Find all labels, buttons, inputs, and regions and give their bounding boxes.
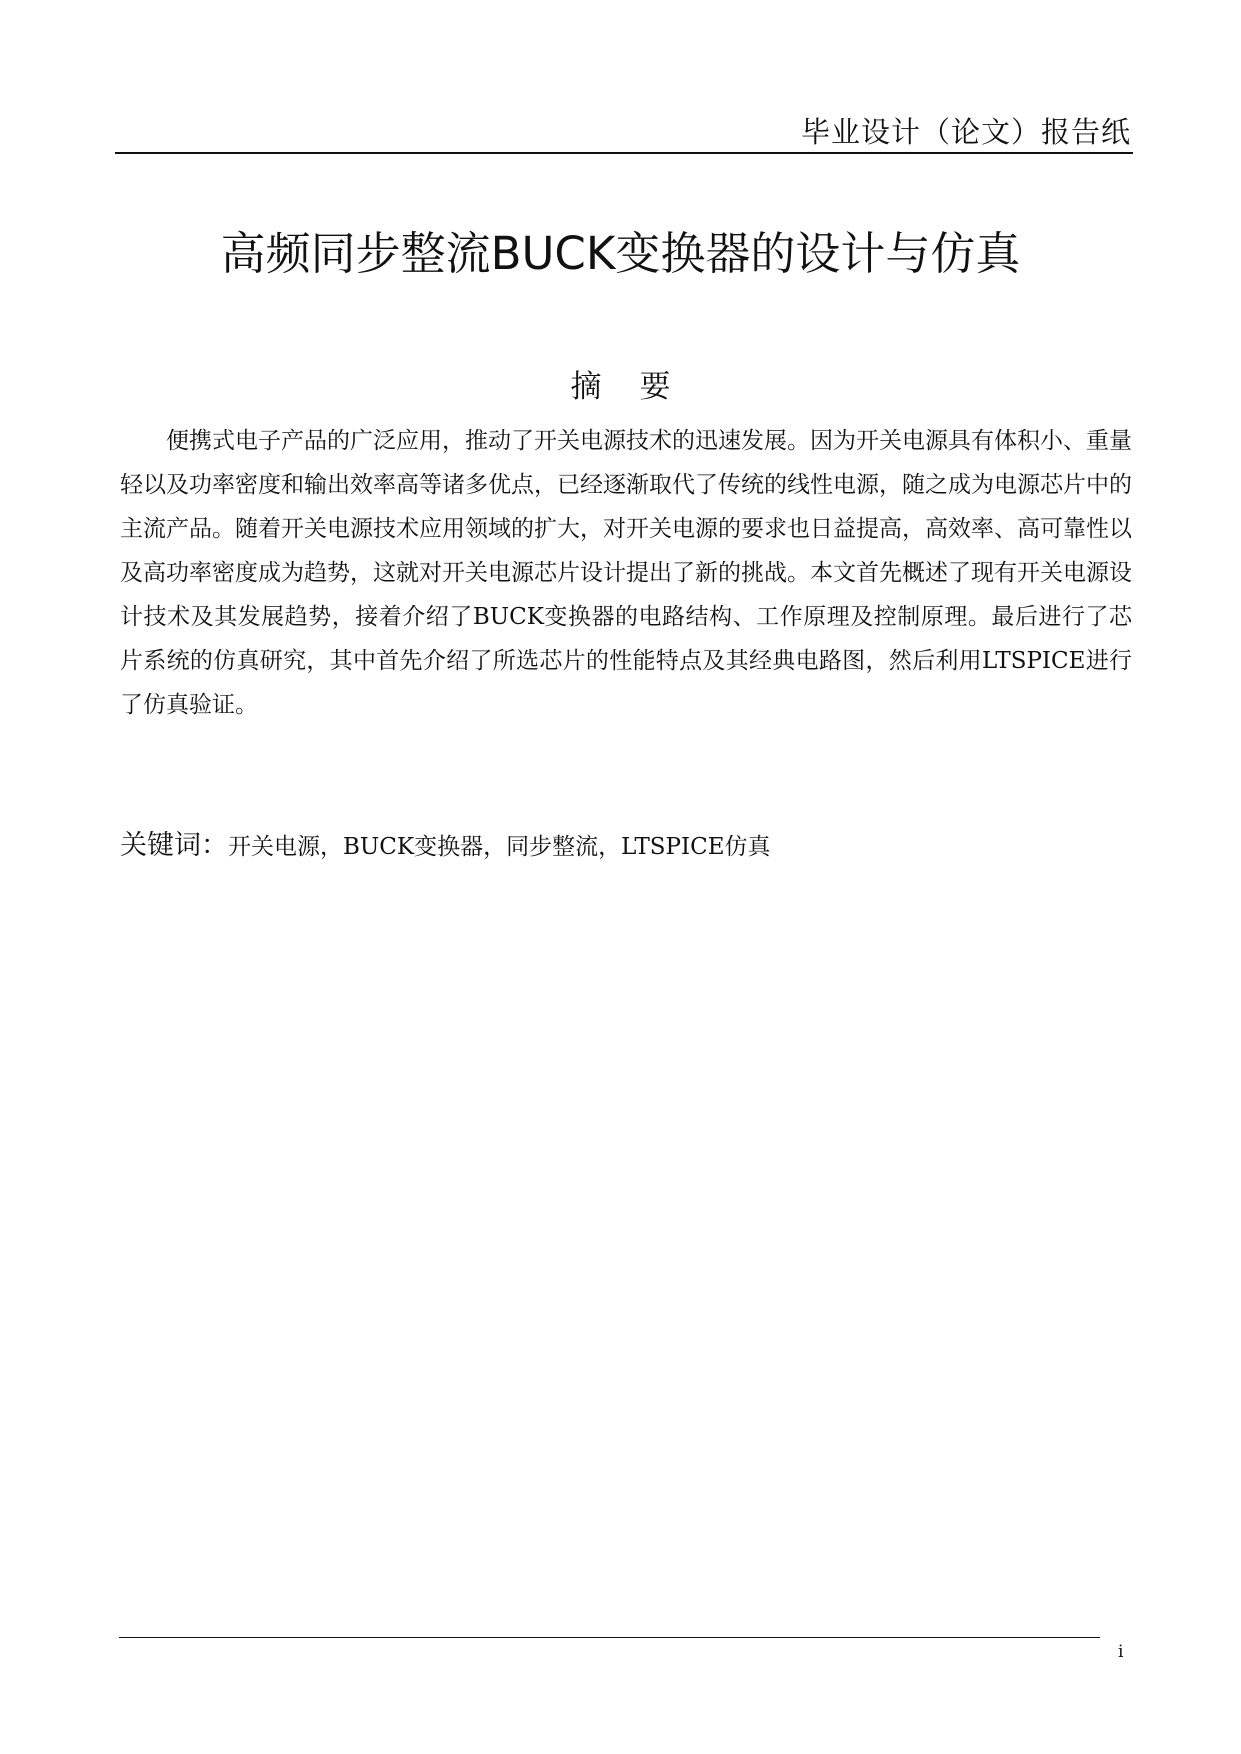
footer-rule [119,1637,1100,1638]
document-title: 高频同步整流BUCK变换器的设计与仿真 [220,227,1021,280]
abstract-body: 便携式电子产品的广泛应用，推动了开关电源技术的迅速发展。因为开关电源具有体积小、重量轻以及功率密度和输出效率高等诸多优点，已经逐渐取代了传统的线性电源，随之成为电源芯片中的主流产品。随着开关电源技术应用领域的扩大，对开关电源的要求也日益提高，高效率、高可靠性以及高功率密度成为趋势，这就对开关电源芯片设计提出了新的挑战。本文首先概述了现有开关电源设计技术及其发展趋势，接着介绍了BUCK变换器的电路结构、工作原理及控制原理。最后进行了芯片系统的仿真研究，其中首先介绍了所选芯片的性能特点及其经典电路图，然后利用LTSPICE进行了仿真验证。 [120,428,1132,718]
page-header-text: 毕业设计（论文）报告纸 [800,115,1131,149]
header-rule [115,152,1133,154]
abstract-heading: 摘要 [570,369,709,405]
keywords-value: 开关电源，BUCK变换器，同步整流，LTSPICE仿真 [228,834,771,860]
keywords-line [120,826,1132,867]
keywords-label: 关键词： [120,830,228,861]
page-number: i [1118,1642,1124,1662]
